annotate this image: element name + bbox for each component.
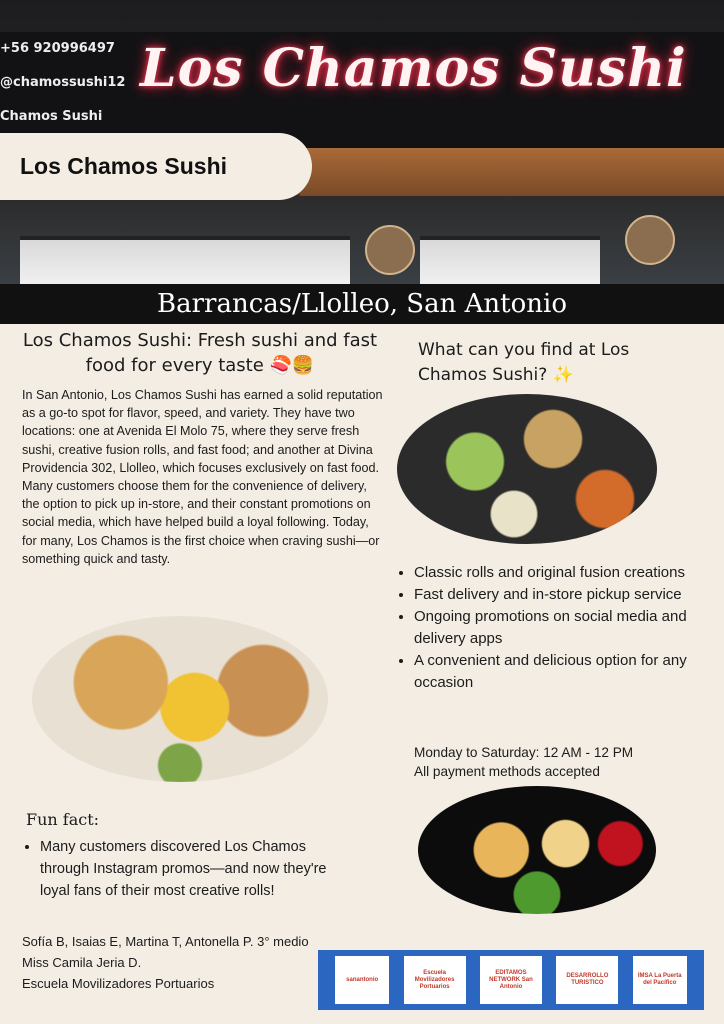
sign-side-text [0,32,125,134]
logo-sanantonio: sanantonio [335,956,389,1004]
opening-hours: Monday to Saturday: 12 AM - 12 PM [414,745,634,760]
sign-handle: @chamossushi12 [0,75,126,90]
sign-phone: +56 920996497 [0,41,115,56]
funfact-list [22,836,340,902]
opening-info [414,743,714,781]
logo-school: Escuela Movilizadores Portuarios [404,956,466,1004]
location-bar: Barrancas/Llolleo, San Antonio [0,284,724,324]
logo-editamos-network: EDITAMOS NETWORK San Antonio [480,956,542,1004]
sign-name-small: Chamos Sushi [0,109,103,124]
neon-sign-text: Los Chamos Sushi [140,38,687,99]
burger-combo-photo [418,786,656,914]
article-body [22,386,384,568]
title-pill [0,133,312,200]
payment-info: All payment methods accepted [414,764,600,779]
sandwich-fries-photo [32,616,328,782]
food-bowls-photo [397,394,657,544]
list-item: • Many customers discovered Los Chamos through Instagram promos—and now they're loyal fans of their most creative rolls! [40,836,340,902]
article-paragraph: Many customers choose them for the convenience of delivery, the option to pick up in-store, and their constant promotions on social media, which have helped build a loyal following. Today, for many, Los Chamos is the first choice when craving sushi—or something quick and tasty. [22,479,380,566]
funfact-title: Fun fact: [26,810,100,829]
list-item: • Classic rolls and original fusion creations [414,562,724,584]
sponsor-logos [318,950,704,1010]
credits-authors: Sofía B, Isaias E, Martina T, Antonella P. 3° medio [22,934,309,949]
list-item: • Fast delivery and in-store pickup service [414,584,724,606]
logo-desarrollo-turistico: DESARROLLO TURISTICO [556,956,618,1004]
credits-teacher: Miss Camila Jeria D. [22,955,142,970]
awning [300,148,724,196]
page-title: Los Chamos Sushi [20,153,228,179]
logo-badge [365,225,415,275]
shop-window [420,236,600,284]
logo-imsa: IMSA La Puerta del Pacífico [633,956,687,1004]
features-list [396,562,724,694]
list-item: • Ongoing promotions on social media and delivery apps [414,606,724,650]
article-heading: Los Chamos Sushi: Fresh sushi and fast food for every taste 🍣🍔 [22,330,378,376]
list-item: • A convenient and delicious option for any occasion [414,650,724,694]
logo-badge [625,215,675,265]
shop-window [20,236,350,284]
article-paragraph: In San Antonio, Los Chamos Sushi has earned a solid reputation as a go-to spot for flavor, speed, and variety. They have two locations: one at Avenida El Molo 75, where they serve fresh sushi, creative fusion rolls, and fast food; and another at Divina Providencia 302, Llolleo, which focuses exclusively on fast food. [22,388,383,475]
credits-school: Escuela Movilizadores Portuarios [22,976,215,991]
features-heading: What can you find at Los Chamos Sushi? ✨ [418,340,630,385]
credits [22,931,312,994]
